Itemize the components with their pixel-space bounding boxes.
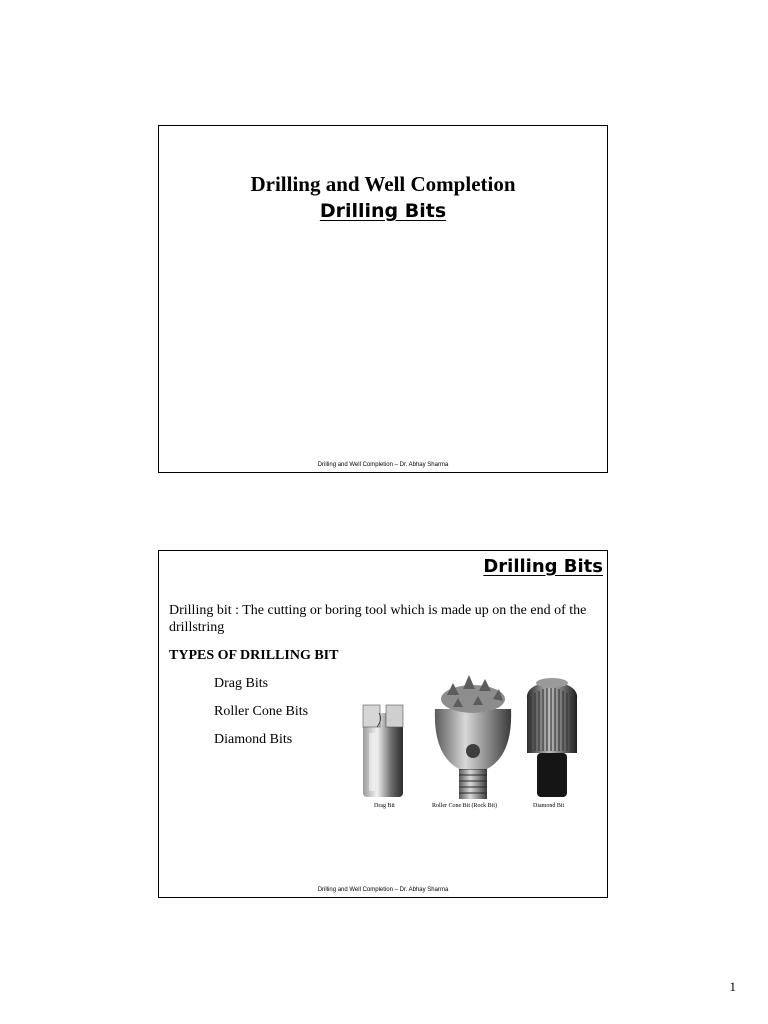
- slide-1: [158, 125, 608, 473]
- slide-1-subtitle: Drilling Bits: [319, 200, 447, 222]
- caption-drag-bit: Drag Bit: [374, 803, 395, 809]
- drilling-bit-definition: Drilling bit : The cutting or boring tool which is made up on the end of the drillstring: [169, 603, 587, 635]
- roller-cone-bit-image: [435, 675, 511, 799]
- slide-1-footer: Drilling and Well Completion – Dr. Abhay Sharma: [317, 462, 449, 468]
- type-item-diamond-bits: Diamond Bits: [214, 732, 293, 747]
- caption-diamond-bit: Diamond Bit: [533, 803, 565, 809]
- slide-2: [158, 550, 608, 898]
- slide-1-title: Drilling and Well Completion: [250, 172, 516, 196]
- types-heading: TYPES OF DRILLING BIT: [169, 648, 339, 663]
- page-number: 1: [729, 979, 736, 994]
- type-item-roller-cone-bits: Roller Cone Bits: [214, 704, 309, 719]
- drag-bit-image: [363, 705, 403, 797]
- drill-bits-photo: [355, 669, 595, 819]
- caption-roller-cone-bit: Roller Cone Bit (Rock Bit): [432, 803, 497, 809]
- diamond-bit-image: [527, 678, 577, 797]
- slide-2-footer: Drilling and Well Completion – Dr. Abhay Sharma: [317, 887, 449, 893]
- slide-2-title: Drilling Bits: [483, 556, 603, 577]
- type-item-drag-bits: Drag Bits: [214, 676, 269, 691]
